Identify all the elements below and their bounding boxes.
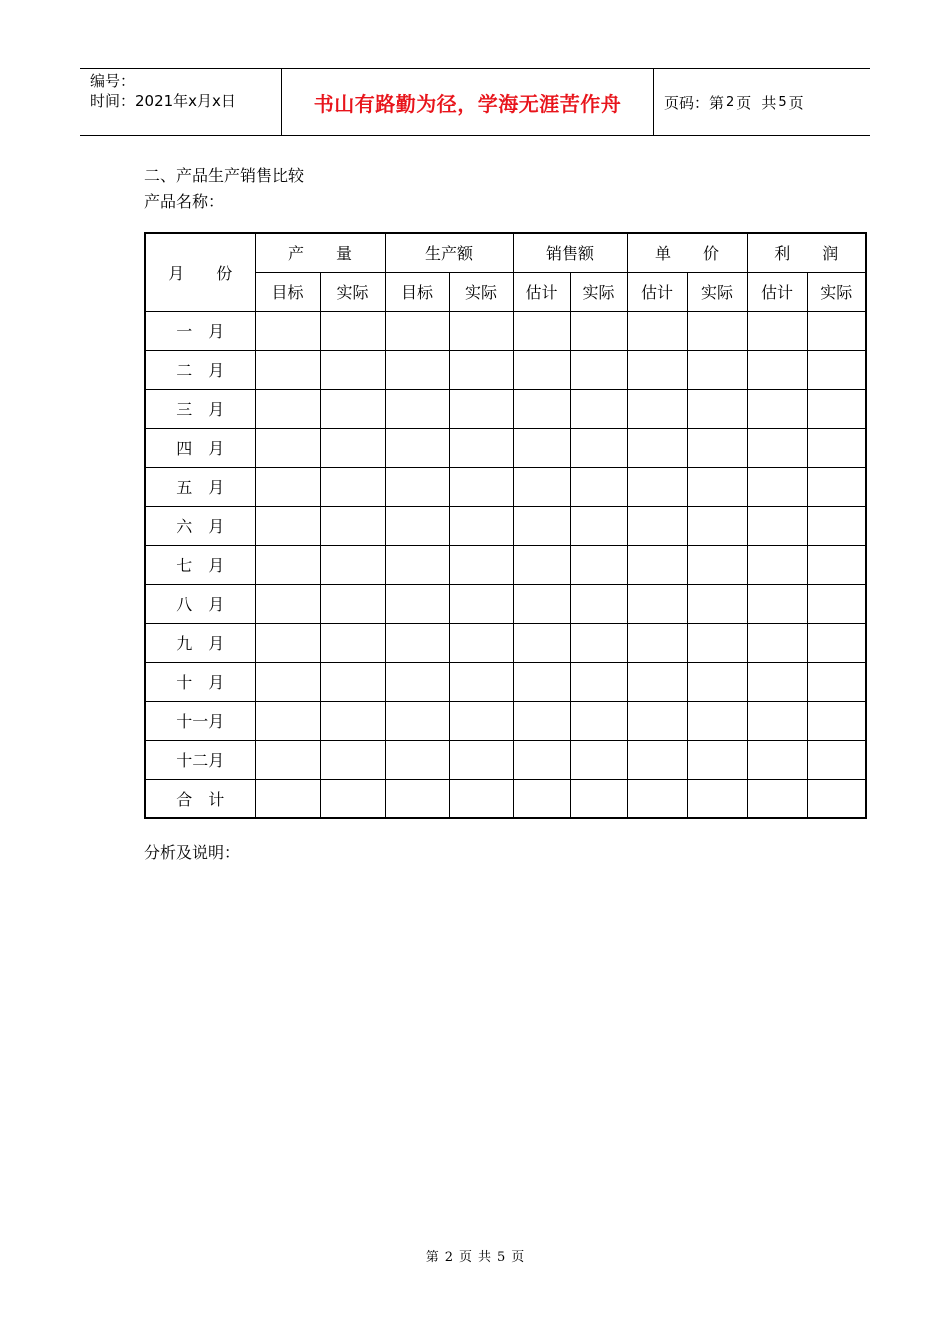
- table-cell[interactable]: [807, 389, 866, 428]
- table-cell[interactable]: [385, 779, 449, 818]
- table-cell[interactable]: [513, 623, 570, 662]
- table-row: [145, 779, 866, 818]
- table-row: [145, 506, 866, 545]
- table-cell[interactable]: [747, 428, 807, 467]
- table-cell[interactable]: [320, 701, 385, 740]
- table-cell[interactable]: [807, 350, 866, 389]
- row-label: 十 月: [145, 662, 255, 701]
- row-label: 四 月: [145, 428, 255, 467]
- table-cell[interactable]: [513, 389, 570, 428]
- table-cell[interactable]: [570, 506, 627, 545]
- table-cell[interactable]: [513, 662, 570, 701]
- table-row: [145, 545, 866, 584]
- table-row: [145, 350, 866, 389]
- row-label: 合 计: [145, 779, 255, 818]
- sub-header: 估计: [513, 272, 570, 311]
- sub-header: 实际: [449, 272, 513, 311]
- table-cell[interactable]: [385, 662, 449, 701]
- table-cell[interactable]: [513, 701, 570, 740]
- table-cell[interactable]: [255, 389, 320, 428]
- table-cell[interactable]: [449, 506, 513, 545]
- table-cell[interactable]: [255, 701, 320, 740]
- sub-header: 实际: [687, 272, 747, 311]
- group-header: 利 润: [747, 233, 866, 272]
- table-cell[interactable]: [255, 467, 320, 506]
- table-cell[interactable]: [320, 545, 385, 584]
- table-cell[interactable]: [513, 467, 570, 506]
- footer-unit: 页: [458, 1250, 472, 1265]
- table-cell[interactable]: [449, 467, 513, 506]
- table-cell[interactable]: [255, 506, 320, 545]
- table-cell[interactable]: [255, 740, 320, 779]
- table-cell[interactable]: [807, 506, 866, 545]
- table-cell[interactable]: [747, 311, 807, 350]
- row-label: 七 月: [145, 545, 255, 584]
- code-label: 编号：: [90, 72, 136, 90]
- table-cell[interactable]: [807, 311, 866, 350]
- row-label: 九 月: [145, 623, 255, 662]
- footer-current: 2: [444, 1250, 453, 1265]
- table-cell[interactable]: [570, 350, 627, 389]
- table-cell[interactable]: [320, 662, 385, 701]
- table-cell[interactable]: [385, 428, 449, 467]
- table-cell[interactable]: [687, 623, 747, 662]
- table-cell[interactable]: [385, 545, 449, 584]
- footer-total-unit: 页: [511, 1250, 525, 1265]
- sub-header: 估计: [747, 272, 807, 311]
- table-row: [145, 740, 866, 779]
- table-cell[interactable]: [747, 740, 807, 779]
- table-cell[interactable]: [385, 311, 449, 350]
- row-label: 八 月: [145, 584, 255, 623]
- table-cell[interactable]: [807, 740, 866, 779]
- row-label: 六 月: [145, 506, 255, 545]
- table-cell[interactable]: [385, 467, 449, 506]
- table-cell[interactable]: [255, 545, 320, 584]
- group-header: 产 量: [255, 233, 385, 272]
- row-label: 十一月: [145, 701, 255, 740]
- table-cell[interactable]: [449, 623, 513, 662]
- table-cell[interactable]: [687, 740, 747, 779]
- footer-total: 5: [497, 1250, 506, 1265]
- table-cell[interactable]: [320, 467, 385, 506]
- header-motto: 书山有路勤为径，学海无涯苦作舟: [282, 69, 654, 135]
- table-cell[interactable]: [807, 545, 866, 584]
- table-cell[interactable]: [807, 428, 866, 467]
- document-header: [80, 68, 870, 136]
- row-label: 五 月: [145, 467, 255, 506]
- table-cell[interactable]: [513, 740, 570, 779]
- table-cell[interactable]: [627, 623, 687, 662]
- table-cell[interactable]: [570, 623, 627, 662]
- table-cell[interactable]: [627, 662, 687, 701]
- table-cell[interactable]: [320, 779, 385, 818]
- page-unit: 页: [736, 93, 752, 112]
- table-cell[interactable]: [513, 584, 570, 623]
- sub-header: 实际: [570, 272, 627, 311]
- table-cell[interactable]: [687, 467, 747, 506]
- table-cell[interactable]: [747, 623, 807, 662]
- table-cell[interactable]: [385, 584, 449, 623]
- table-cell[interactable]: [747, 350, 807, 389]
- row-label: 二 月: [145, 350, 255, 389]
- table-cell[interactable]: [255, 428, 320, 467]
- table-cell[interactable]: [687, 389, 747, 428]
- table-cell[interactable]: [687, 779, 747, 818]
- table-cell[interactable]: [627, 506, 687, 545]
- sub-header: 估计: [627, 272, 687, 311]
- month-header: 月 份: [145, 233, 255, 311]
- table-cell[interactable]: [513, 545, 570, 584]
- table-cell[interactable]: [320, 428, 385, 467]
- header-page-info: [654, 69, 870, 135]
- table-cell[interactable]: [627, 584, 687, 623]
- table-cell[interactable]: [320, 623, 385, 662]
- table-cell[interactable]: [449, 584, 513, 623]
- table-cell[interactable]: [255, 662, 320, 701]
- table-row: [145, 428, 866, 467]
- table-row: [145, 662, 866, 701]
- row-label: 三 月: [145, 389, 255, 428]
- table-cell[interactable]: [449, 428, 513, 467]
- table-cell[interactable]: [687, 545, 747, 584]
- table-cell[interactable]: [320, 389, 385, 428]
- table-cell[interactable]: [687, 701, 747, 740]
- table-row: [145, 311, 866, 350]
- page-prefix: 页码：第: [664, 93, 725, 112]
- footer-prefix: 第: [425, 1250, 439, 1265]
- table-cell[interactable]: [513, 779, 570, 818]
- table-cell[interactable]: [449, 545, 513, 584]
- table-cell[interactable]: [807, 779, 866, 818]
- sub-header: 目标: [255, 272, 320, 311]
- table-cell[interactable]: [385, 701, 449, 740]
- table-cell[interactable]: [747, 662, 807, 701]
- table-cell[interactable]: [747, 389, 807, 428]
- table-cell[interactable]: [747, 506, 807, 545]
- table-cell[interactable]: [320, 506, 385, 545]
- table-cell[interactable]: [320, 584, 385, 623]
- page-footer: [0, 1246, 950, 1265]
- table-cell[interactable]: [687, 428, 747, 467]
- page-total-prefix: 共: [761, 93, 777, 112]
- table-cell[interactable]: [747, 467, 807, 506]
- sub-header: 实际: [807, 272, 866, 311]
- table-cell[interactable]: [570, 779, 627, 818]
- table-cell[interactable]: [449, 662, 513, 701]
- table-cell[interactable]: [513, 350, 570, 389]
- table-cell[interactable]: [570, 389, 627, 428]
- table-cell[interactable]: [807, 584, 866, 623]
- table-cell[interactable]: [513, 311, 570, 350]
- table-cell[interactable]: [385, 506, 449, 545]
- table-cell[interactable]: [255, 350, 320, 389]
- row-label: 一 月: [145, 311, 255, 350]
- table-cell[interactable]: [255, 311, 320, 350]
- table-cell[interactable]: [255, 584, 320, 623]
- table-cell[interactable]: [570, 311, 627, 350]
- table-cell[interactable]: [570, 467, 627, 506]
- table-row: [145, 701, 866, 740]
- table-cell[interactable]: [385, 623, 449, 662]
- table-cell[interactable]: [627, 740, 687, 779]
- row-label: 十二月: [145, 740, 255, 779]
- table-cell[interactable]: [687, 584, 747, 623]
- table-cell[interactable]: [687, 311, 747, 350]
- page-total: 5: [778, 94, 787, 110]
- sub-header: 实际: [320, 272, 385, 311]
- table-cell[interactable]: [513, 506, 570, 545]
- table-cell[interactable]: [320, 311, 385, 350]
- table-cell[interactable]: [807, 701, 866, 740]
- date-label: 时间：2021年x月x日: [90, 92, 236, 110]
- table-cell[interactable]: [687, 662, 747, 701]
- table-cell[interactable]: [747, 779, 807, 818]
- table-cell[interactable]: [627, 545, 687, 584]
- group-header: 生产额: [385, 233, 513, 272]
- table-cell[interactable]: [570, 428, 627, 467]
- table-cell[interactable]: [747, 701, 807, 740]
- table-cell[interactable]: [687, 350, 747, 389]
- analysis-label: 分析及说明：: [144, 843, 241, 862]
- table-cell[interactable]: [449, 779, 513, 818]
- table-cell[interactable]: [449, 389, 513, 428]
- table-row: [145, 623, 866, 662]
- table-cell[interactable]: [627, 467, 687, 506]
- table-cell[interactable]: [627, 311, 687, 350]
- table-cell[interactable]: [570, 545, 627, 584]
- table-cell[interactable]: [627, 428, 687, 467]
- table-cell[interactable]: [570, 740, 627, 779]
- table-cell[interactable]: [320, 350, 385, 389]
- table-cell[interactable]: [385, 350, 449, 389]
- table-cell[interactable]: [449, 311, 513, 350]
- table-cell[interactable]: [687, 506, 747, 545]
- table-row: [145, 467, 866, 506]
- table-cell[interactable]: [807, 662, 866, 701]
- table-cell[interactable]: [513, 428, 570, 467]
- table-cell[interactable]: [449, 701, 513, 740]
- page-current: 2: [726, 94, 735, 110]
- table-row: [145, 584, 866, 623]
- table-cell[interactable]: [570, 701, 627, 740]
- table-cell[interactable]: [570, 584, 627, 623]
- table-cell[interactable]: [627, 779, 687, 818]
- table-cell[interactable]: [627, 350, 687, 389]
- product-name-label: 产品名称：: [144, 192, 225, 211]
- table-cell[interactable]: [255, 779, 320, 818]
- table-cell[interactable]: [747, 584, 807, 623]
- production-sales-table: [144, 232, 867, 819]
- table-cell[interactable]: [747, 545, 807, 584]
- footer-total-prefix: 共: [478, 1250, 492, 1265]
- group-header: 销售额: [513, 233, 627, 272]
- page-total-unit: 页: [788, 93, 804, 112]
- table-cell[interactable]: [255, 623, 320, 662]
- table-cell[interactable]: [449, 350, 513, 389]
- table-cell[interactable]: [570, 662, 627, 701]
- group-header: 单 价: [627, 233, 747, 272]
- header-info: [80, 69, 282, 135]
- table-cell[interactable]: [320, 740, 385, 779]
- table-cell[interactable]: [807, 467, 866, 506]
- table-cell[interactable]: [807, 623, 866, 662]
- table-cell[interactable]: [627, 701, 687, 740]
- section-title: 二、产品生产销售比较: [144, 166, 305, 185]
- table-cell[interactable]: [385, 740, 449, 779]
- table-cell[interactable]: [385, 389, 449, 428]
- table-cell[interactable]: [449, 740, 513, 779]
- table-cell[interactable]: [627, 389, 687, 428]
- sub-header: 目标: [385, 272, 449, 311]
- table-row: [145, 389, 866, 428]
